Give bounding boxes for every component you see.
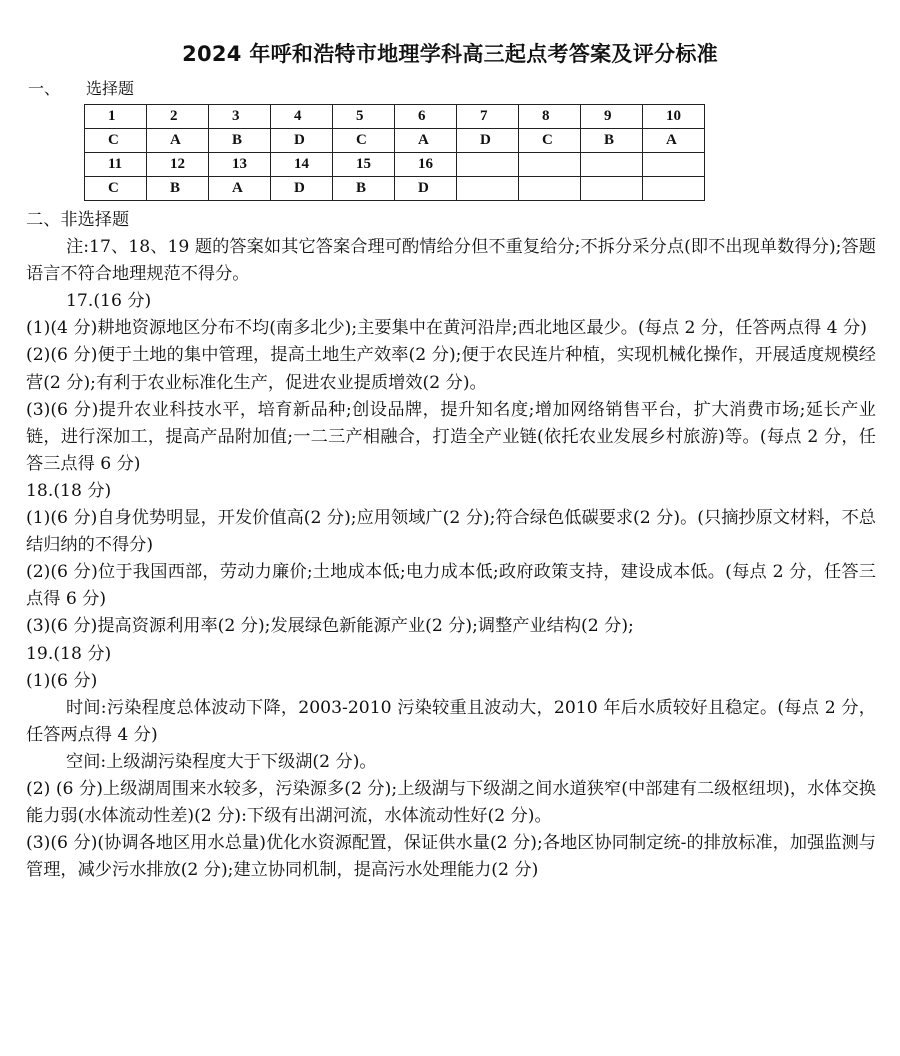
page-title: 2024 年呼和浩特市地理学科高三起点考答案及评分标准	[182, 42, 718, 66]
table-cell	[457, 153, 519, 177]
table-cell: 1	[85, 105, 147, 129]
table-cell	[581, 153, 643, 177]
answer-table	[84, 104, 705, 201]
table-cell: A	[643, 129, 705, 153]
table-cell: 5	[333, 105, 395, 129]
table-cell	[581, 177, 643, 201]
table-cell: C	[519, 129, 581, 153]
table-cell: 3	[209, 105, 271, 129]
section-number: 一、	[28, 79, 61, 98]
paragraph-list	[26, 234, 876, 884]
answer-paragraph: (1)(6 分)自身优势明显，开发价值高(2 分);应用领域广(2 分);符合绿色低碳要求(2 分)。(只摘抄原文材料，不总结归纳的不得分)	[26, 508, 876, 556]
table-cell: 10	[643, 105, 705, 129]
table-cell: D	[395, 177, 457, 201]
table-cell: 14	[271, 153, 333, 177]
answer-paragraph: (2) (6 分)上级湖周围来水较多，污染源多(2 分);上级湖与下级湖之间水道狭窄(中部建有二级枢纽坝)，水体交换能力弱(水体流动性差)(2 分):下级有出湖河流，水体流动性好(2 分)。	[26, 778, 876, 827]
table-cell: 6	[395, 105, 457, 129]
answer-paragraph: 时间:污染程度总体波动下降，2003-2010 污染较重且波动大，2010 年后水质较好且稳定。(每点 2 分，任答两点得 4 分)	[26, 697, 876, 745]
table-cell: 4	[271, 105, 333, 129]
answer-paragraph: (3)(6 分)提升农业科技水平，培育新品种;创设品牌，提升知名度;增加网络销售平台，扩大消费市场;延长产业链，进行深加工，提高产品附加值;一二三产相融合，打造全产业链(依托农业发展乡村旅游)等。(每点 2 分，任答三点得 6 分)	[26, 399, 876, 474]
table-cell: 11	[85, 153, 147, 177]
answer-paragraph: 空间:上级湖污染程度大于下级湖(2 分)。	[66, 751, 377, 772]
answer-paragraph: (3)(6 分)提高资源利用率(2 分);发展绿色新能源产业(2 分);调整产业结构(2 分);	[26, 616, 634, 637]
table-cell: B	[581, 129, 643, 153]
table-cell: B	[333, 177, 395, 201]
table-cell: 8	[519, 105, 581, 129]
table-cell: C	[333, 129, 395, 153]
table-cell: 9	[581, 105, 643, 129]
table-row	[85, 105, 705, 129]
table-cell: D	[271, 177, 333, 201]
table-row	[85, 153, 705, 177]
section-heading-nonchoice: 二、非选择题	[26, 210, 130, 230]
table-cell: D	[457, 129, 519, 153]
table-cell: B	[147, 177, 209, 201]
table-cell: D	[271, 129, 333, 153]
table-cell: C	[85, 177, 147, 201]
table-cell: B	[209, 129, 271, 153]
answer-paragraph: (1)(4 分)耕地资源地区分布不均(南多北少);主要集中在黄河沿岸;西北地区最少。(每点 2 分，任答两点得 4 分)	[26, 318, 867, 339]
table-cell: 7	[457, 105, 519, 129]
answer-paragraph: (2)(6 分)位于我国西部，劳动力廉价;土地成本低;电力成本低;政府政策支持，建设成本低。(每点 2 分，任答三点得 6 分)	[26, 562, 876, 610]
table-row	[85, 177, 705, 201]
table-cell	[519, 177, 581, 201]
answer-paragraph: 17.(16 分)	[66, 291, 152, 312]
table-cell: 15	[333, 153, 395, 177]
answer-paragraph: (2)(6 分)便于土地的集中管理，提高土地生产效率(2 分);便于农民连片种植，实现机械化操作，开展适度规模经营(2 分);有利于农业标准化生产，促进农业提质增效(2 分)。	[26, 345, 876, 393]
table-cell: 12	[147, 153, 209, 177]
answer-paragraph: (1)(6 分)	[26, 670, 98, 691]
section-label: 选择题	[86, 79, 135, 98]
table-cell: A	[209, 177, 271, 201]
table-cell	[457, 177, 519, 201]
table-cell: 16	[395, 153, 457, 177]
table-cell: 13	[209, 153, 271, 177]
answer-body	[26, 207, 876, 884]
table-cell	[519, 153, 581, 177]
answer-paragraph: 18.(18 分)	[26, 480, 112, 501]
table-cell: A	[395, 129, 457, 153]
answer-paragraph: 19.(18 分)	[26, 643, 112, 664]
table-cell: C	[85, 129, 147, 153]
answer-paragraph: 注:17、18、19 题的答案如其它答案合理可酌情给分但不重复给分;不拆分采分点(即不出现单数得分);答题语言不符合地理规范不得分。	[26, 237, 876, 285]
table-cell	[643, 153, 705, 177]
table-row	[85, 129, 705, 153]
answer-paragraph: (3)(6 分)(协调各地区用水总量)优化水资源配置，保证供水量(2 分);各地区协同制定统-的排放标准，加强监测与管理，减少污水排放(2 分);建立协同机制，提高污水处理能力(2 分)	[26, 833, 876, 881]
section-heading-choice	[28, 76, 134, 99]
table-cell	[643, 177, 705, 201]
table-cell: A	[147, 129, 209, 153]
table-cell: 2	[147, 105, 209, 129]
